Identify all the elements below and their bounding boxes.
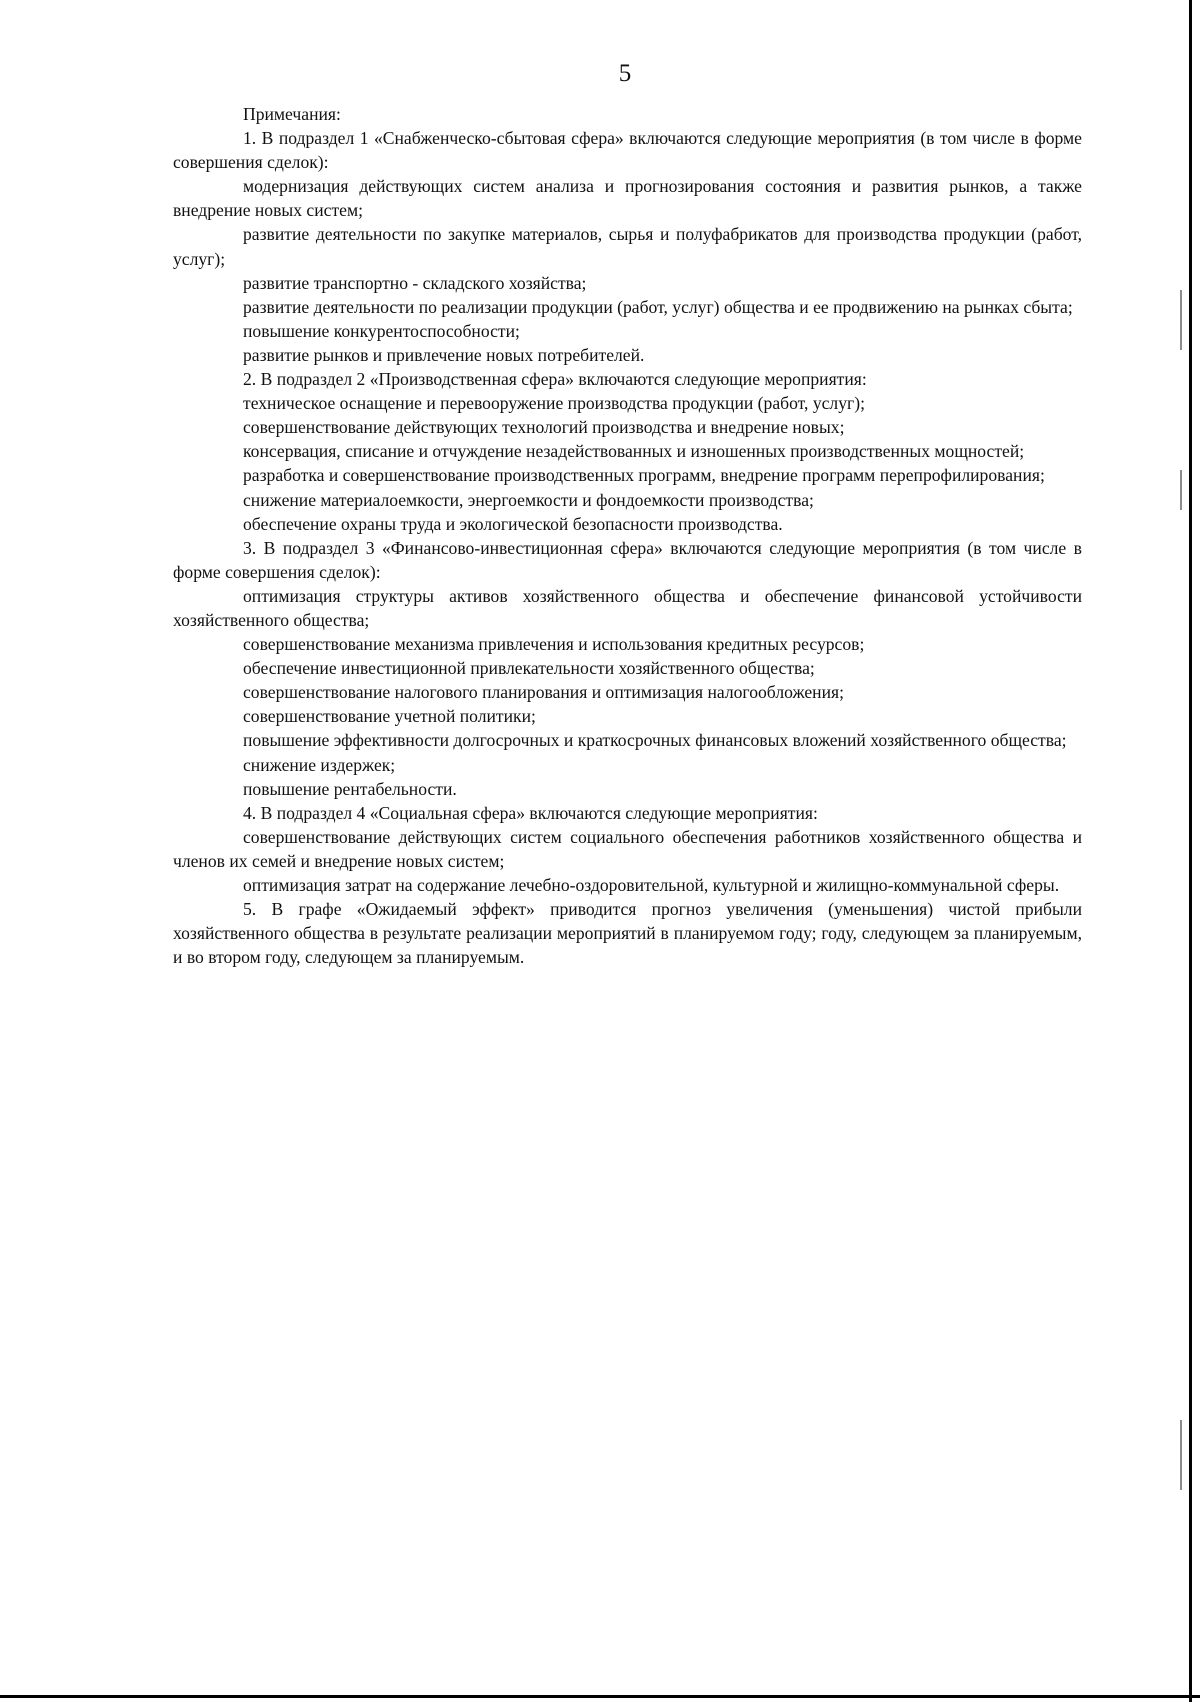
paragraph: разработка и совершенствование производственных программ, внедрение программ перепрофилирования; [243, 465, 1045, 486]
scan-border-right [1189, 0, 1192, 1702]
paragraph: совершенствование учетной политики; [243, 706, 536, 727]
scan-artifact [1180, 290, 1182, 350]
paragraph: оптимизация структуры активов хозяйственного общества и обеспечение финансовой устойчивости хозяйственного общества; [173, 585, 1082, 630]
paragraph: техническое оснащение и перевооружение производства продукции (работ, услуг); [243, 393, 865, 414]
paragraph: 3. В подраздел 3 «Финансово-инвестиционная сфера» включаются следующие мероприятия (в том числе в форме совершения сделок): [173, 537, 1082, 582]
notes-heading: Примечания: [243, 104, 341, 124]
notes-body [173, 102, 1082, 969]
paragraph: повышение эффективности долгосрочных и краткосрочных финансовых вложений хозяйственного общества; [243, 730, 1067, 751]
paragraph: совершенствование действующих систем социального обеспечения работников хозяйственного общества и членов их семей и внедрение новых систем; [173, 826, 1082, 871]
paragraph: оптимизация затрат на содержание лечебно-оздоровительной, культурной и жилищно-коммунальной сферы. [243, 875, 1060, 895]
paragraph: совершенствование механизма привлечения и использования кредитных ресурсов; [243, 634, 865, 655]
paragraph: повышение рентабельности. [243, 778, 457, 799]
paragraph: 1. В подраздел 1 «Снабженческо-сбытовая сфера» включаются следующие мероприятия (в том числе в форме совершения сделок): [173, 128, 1082, 173]
paragraph: обеспечение инвестиционной привлекательности хозяйственного общества; [243, 658, 815, 679]
paragraph: развитие транспортно - складского хозяйства; [243, 272, 587, 293]
paragraph: консервация, списание и отчуждение незадействованных и изношенных производственных мощностей; [243, 441, 1025, 462]
paragraph: 4. В подраздел 4 «Социальная сфера» включаются следующие мероприятия: [243, 802, 818, 823]
paragraph: снижение издержек; [243, 754, 396, 775]
paragraph: модернизация действующих систем анализа и прогнозирования состояния и развития рынков, а также внедрение новых систем; [173, 176, 1082, 221]
paragraph: развитие рынков и привлечение новых потребителей. [243, 344, 645, 365]
paragraph: обеспечение охраны труда и экологической безопасности производства. [243, 513, 783, 534]
scan-border-bottom [0, 1695, 1200, 1698]
page-number: 5 [618, 60, 632, 87]
paragraph: повышение конкурентоспособности; [243, 320, 520, 341]
paragraph: совершенствование действующих технологий производства и внедрение новых; [243, 417, 845, 438]
paragraph: развитие деятельности по закупке материалов, сырья и полуфабрикатов для производства продукции (работ, услуг); [173, 224, 1082, 269]
paragraph: 2. В подраздел 2 «Производственная сфера» включаются следующие мероприятия: [243, 369, 867, 390]
paragraph: 5. В графе «Ожидаемый эффект» приводится прогноз увеличения (уменьшения) чистой прибыли хозяйственного общества в результате реализации мероприятий в планируемом году; году, следующем за планируемым, и во втором году, следующем за планируемым. [173, 899, 1082, 968]
scan-artifact [1180, 470, 1182, 510]
paragraph: снижение материалоемкости, энергоемкости и фондоемкости производства; [243, 489, 814, 510]
scan-artifact [1180, 1420, 1182, 1490]
paragraph: развитие деятельности по реализации продукции (работ, услуг) общества и ее продвижению на рынках сбыта; [243, 296, 1073, 317]
paragraph: совершенствование налогового планирования и оптимизация налогообложения; [243, 682, 844, 703]
